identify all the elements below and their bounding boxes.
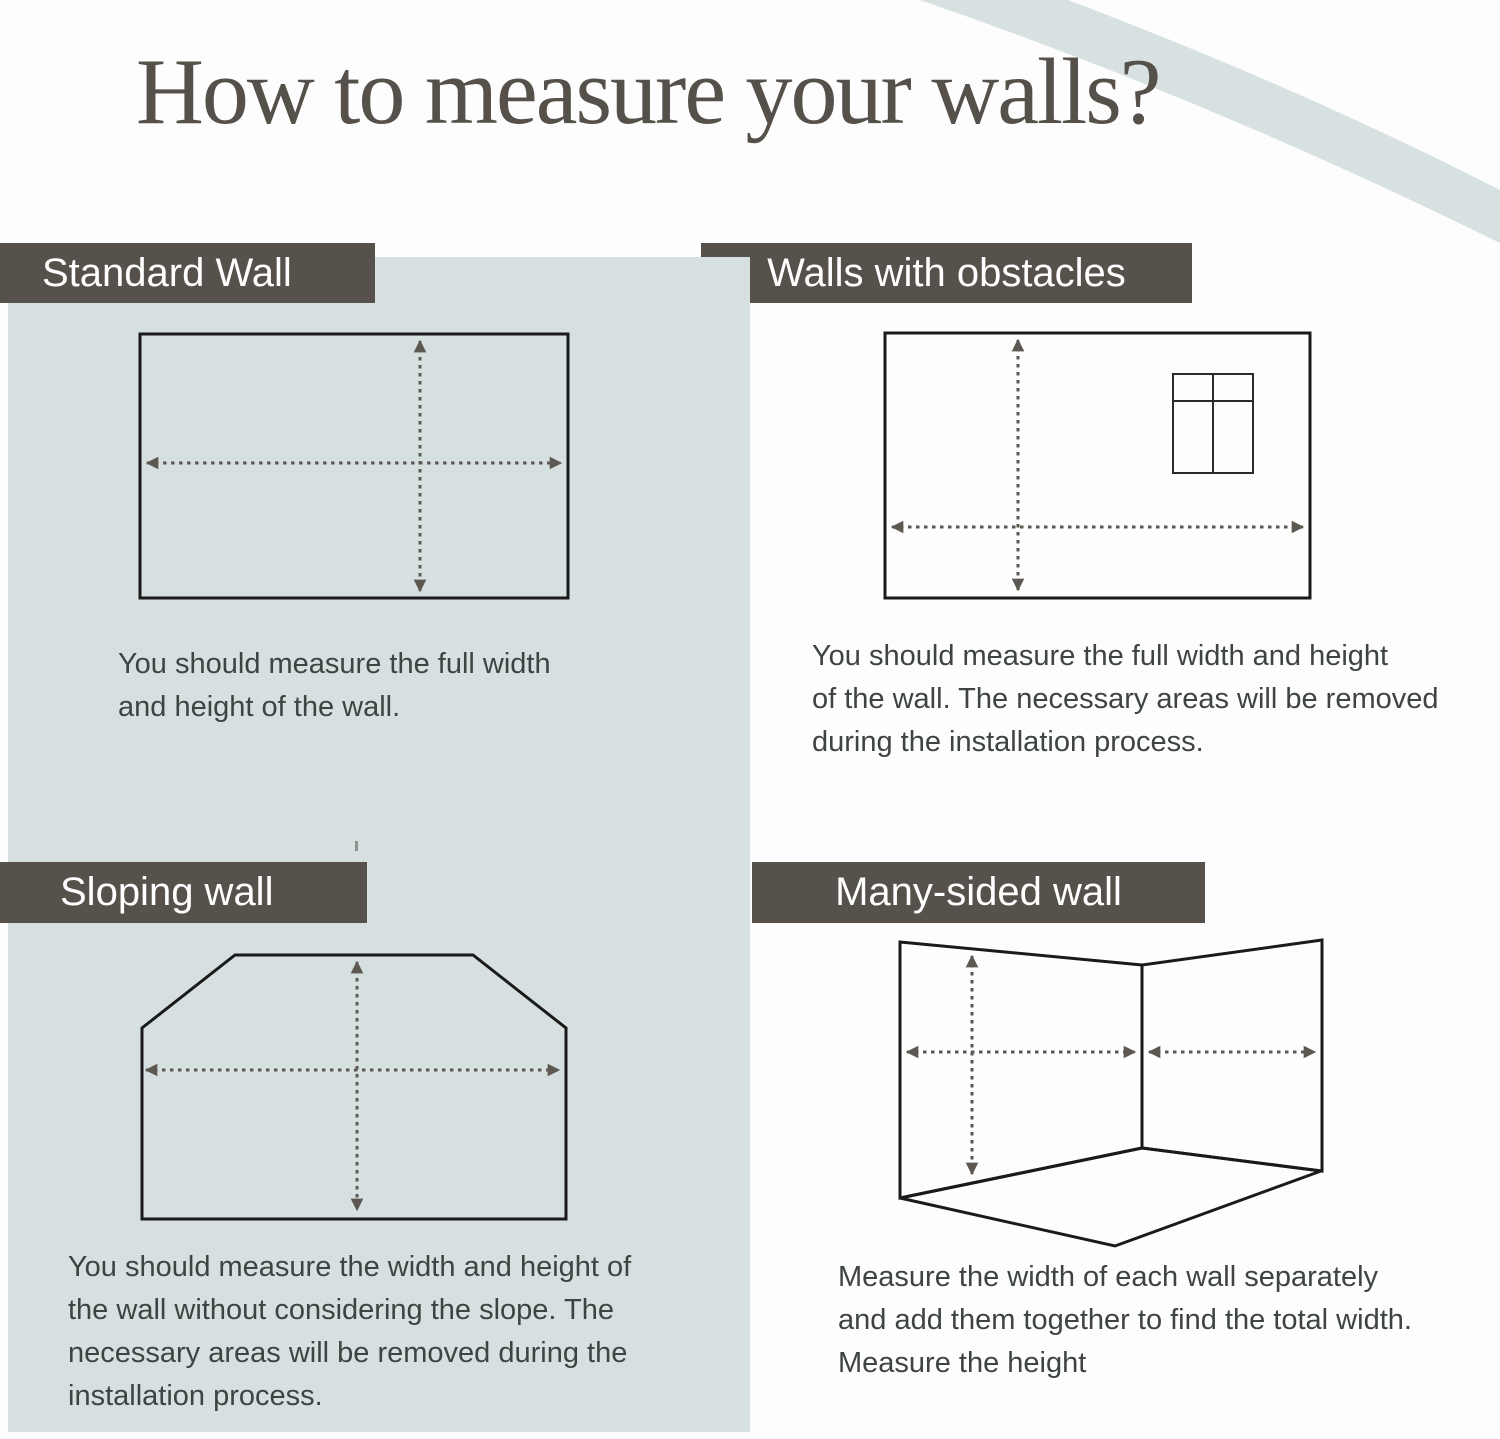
many-sided-wall-diagram <box>900 940 1322 1246</box>
caption-line: installation process. <box>68 1380 323 1412</box>
section-header-many-sided-wall: Many-sided wall <box>752 862 1205 923</box>
sloping-wall-caption <box>68 1246 631 1418</box>
standard-wall-caption <box>118 643 551 729</box>
floor-outline <box>900 1148 1321 1246</box>
page-title: How to measure your walls? <box>136 40 1160 144</box>
walls-with-obstacles-caption <box>812 635 1439 764</box>
caption-line: Measure the height <box>838 1347 1087 1379</box>
caption-line: the wall without considering the slope. The <box>68 1294 614 1326</box>
right-wall-outline <box>1142 940 1322 1171</box>
left-wall-outline <box>900 942 1142 1198</box>
caption-line: during the installation process. <box>812 726 1204 758</box>
caption-line: You should measure the width and height of <box>68 1251 632 1283</box>
section-header-standard-wall: Standard Wall <box>0 243 375 303</box>
section-header-walls-with-obstacles: Walls with obstacles <box>701 243 1192 303</box>
caption-line: and height of the wall. <box>118 691 401 723</box>
caption-line: You should measure the full width <box>118 648 551 680</box>
caption-line: You should measure the full width and height <box>812 640 1389 672</box>
many-sided-wall-caption <box>838 1256 1412 1385</box>
section-header-sloping-wall: Sloping wall <box>0 862 367 923</box>
caption-line: Measure the width of each wall separately <box>838 1261 1379 1293</box>
caption-line: of the wall. The necessary areas will be removed <box>812 683 1439 715</box>
caption-line: necessary areas will be removed during the <box>68 1337 628 1369</box>
caption-line: and add them together to find the total width. <box>838 1304 1412 1336</box>
